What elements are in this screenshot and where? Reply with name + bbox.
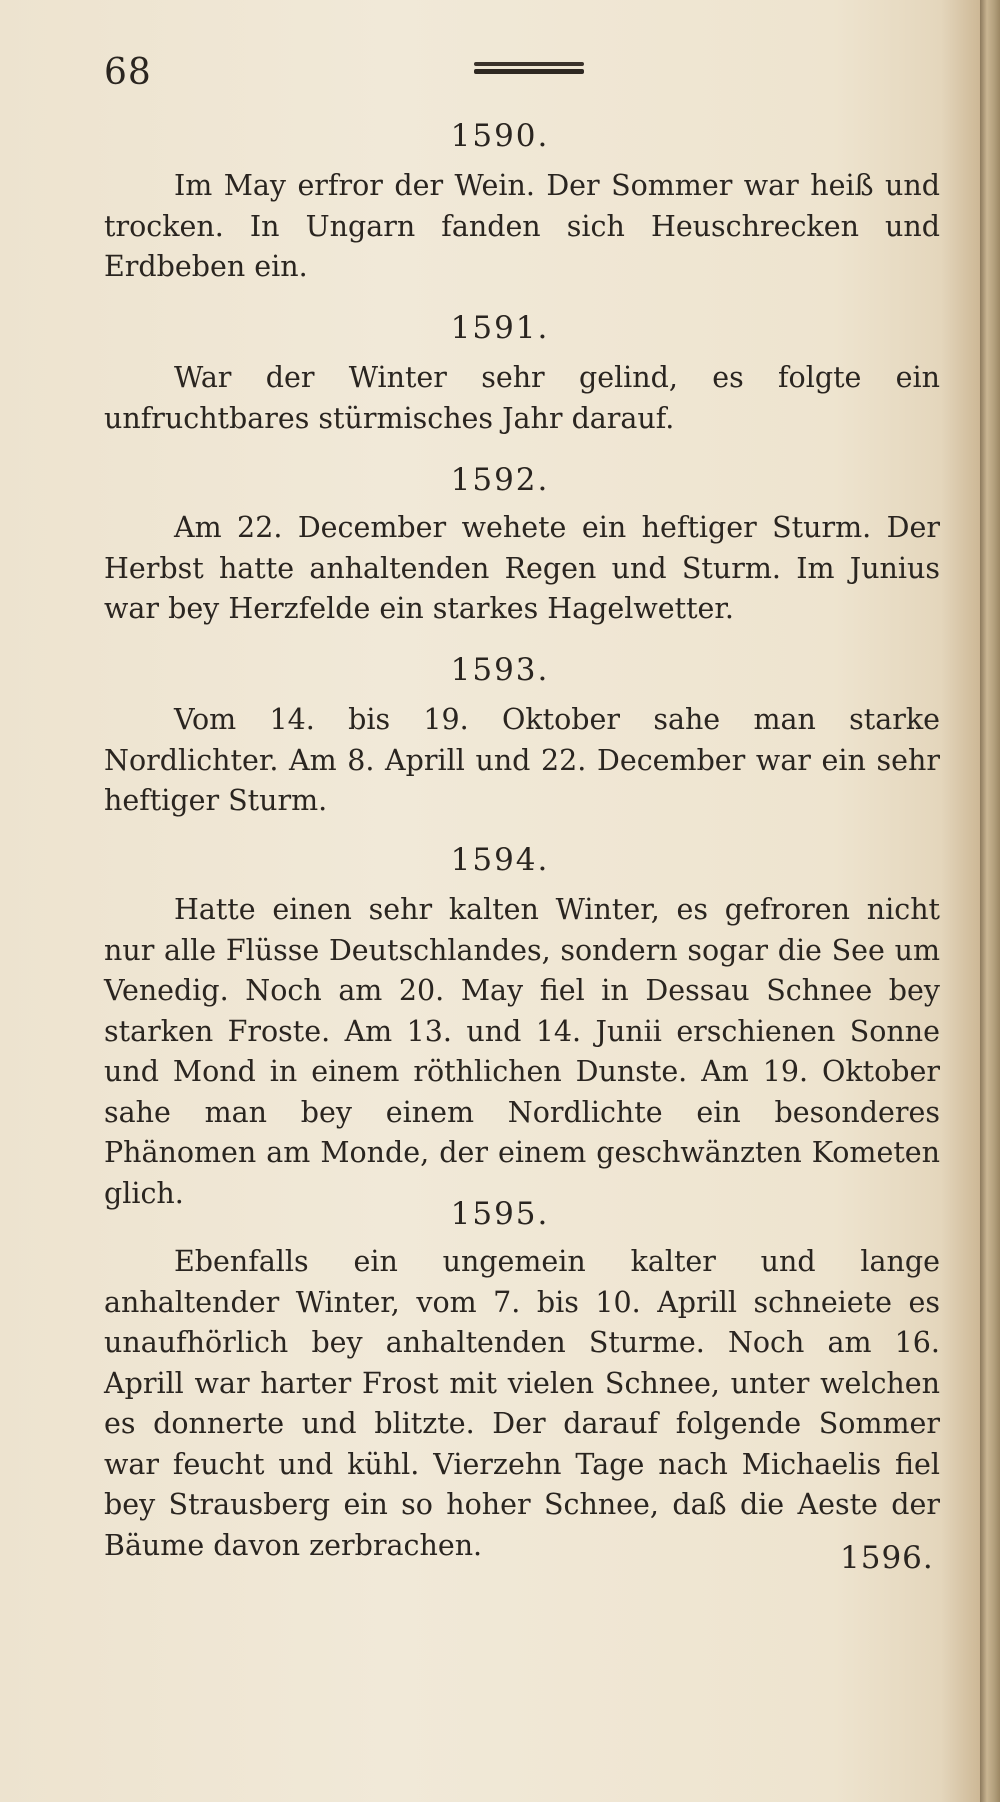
year-heading-1591: 1591. — [450, 310, 550, 346]
entry-text-1594: Hatte einen sehr kalten Winter, es gefroren nicht nur alle Flüsse Deutschlandes, sondern sogar die See um Venedig. Noch am 20. May fiel in Dessau Schnee bey starken Froste. Am 13. und 14. Junii erschienen Sonne und Mond in einem röthlichen Dunste. Am 19. Oktober sahe man bey einem Nordlichte ein besonderes Phänomen am Monde, der einem geschwänzten Kometen glich. — [104, 893, 940, 1210]
year-heading-1594: 1594. — [450, 842, 550, 878]
year-heading-1595: 1595. — [450, 1196, 550, 1232]
entry-text-1591: War der Winter sehr gelind, es folgte ein unfruchtbares stürmisches Jahr darauf. — [104, 361, 940, 435]
entry-text-1592: Am 22. December wehete ein heftiger Sturm. Der Herbst hatte anhaltenden Regen und Sturm. Im Junius war bey Herzfelde ein starkes Hagelwetter. — [104, 511, 940, 625]
page-number: 68 — [104, 52, 152, 93]
entry-text-1595: Ebenfalls ein ungemein kalter und lange anhaltender Winter, vom 7. bis 10. Aprill schneiete es unaufhörlich bey anhaltenden Sturme. Noch am 16. Aprill war harter Frost mit vielen Schnee, unter welchen es donnerte und blitzte. Der darauf folgende Sommer war feucht und kühl. Vierzehn Tage nach Michaelis fiel bey Strausberg ein so hoher Schnee, daß die Aeste der Bäume davon zerbrachen. — [104, 1245, 940, 1562]
entry-text-1590: Im May erfror der Wein. Der Sommer war heiß und trocken. In Ungarn fanden sich Heuschrecken und Erdbeben ein. — [104, 169, 940, 283]
catchword: 1596. — [840, 1540, 934, 1576]
year-heading-1592: 1592. — [450, 462, 550, 498]
entry-text-1593: Vom 14. bis 19. Oktober sahe man starke Nordlichter. Am 8. Aprill und 22. December war ein sehr heftiger Sturm. — [104, 703, 940, 817]
page-edge — [980, 0, 1000, 1802]
year-heading-1593: 1593. — [450, 652, 550, 688]
year-heading-1590: 1590. — [450, 118, 550, 154]
header-rule — [474, 62, 584, 76]
